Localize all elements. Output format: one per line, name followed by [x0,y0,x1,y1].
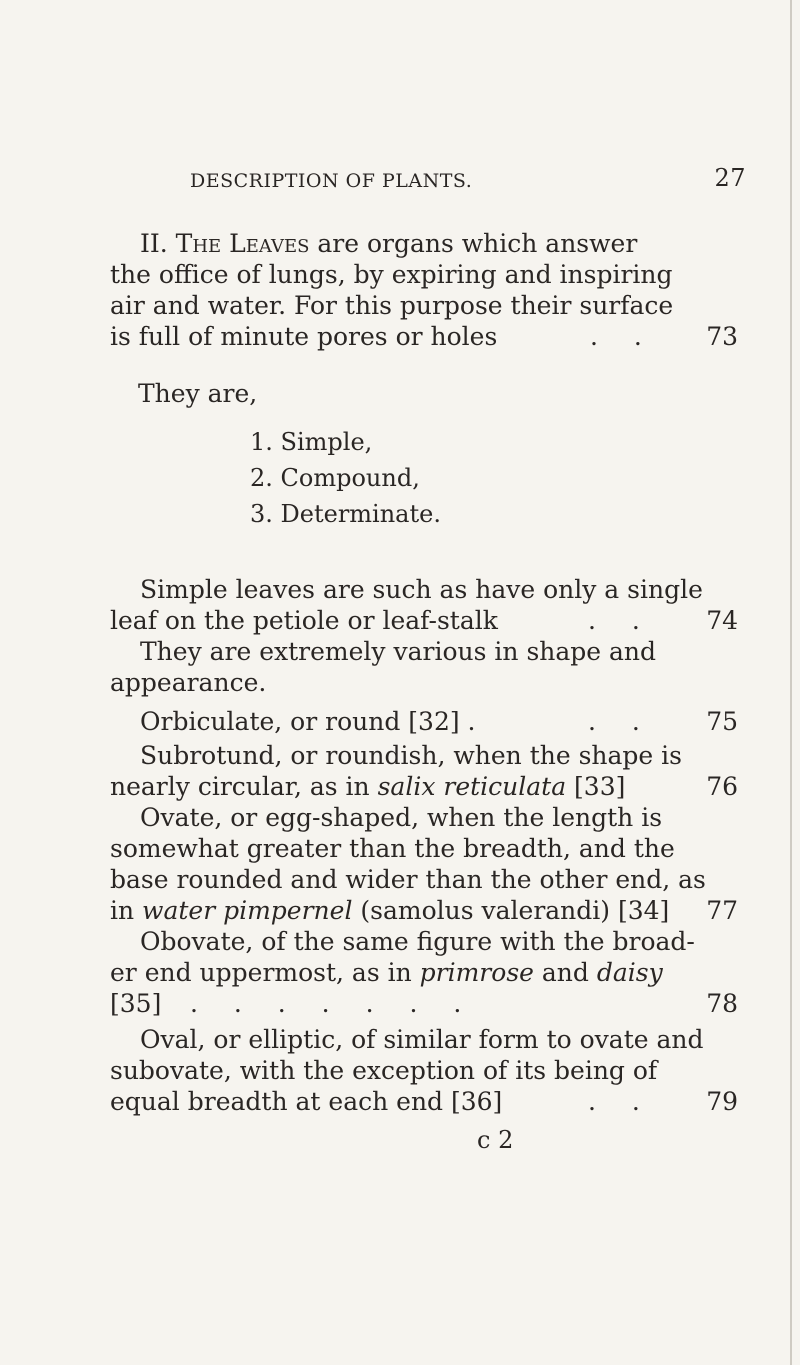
intro-line3: air and water. For this purpose their surface [110,291,674,320]
oval-line3: equal breadth at each end [36] [110,1087,503,1116]
list-item: 1. Simple, [250,428,373,456]
simple-line4: appearance. [110,668,267,697]
simple-line3: They are extremely various in shape and [140,637,657,666]
orbiculate-text: Orbiculate, or round [32] . [140,707,476,736]
obovate-line2-text: er end uppermost, as in [110,958,420,987]
leader-dots: . . [588,1087,654,1116]
species-name: water pimpernel [142,896,353,925]
section-heading: II. The Leaves [140,229,310,258]
leaves-intro-paragraph [110,228,738,352]
list-item: 3. Determinate. [250,500,441,528]
simple-line1: Simple leaves are such as have only a single [140,575,703,604]
ovate-entry [110,802,738,926]
paragraph-number: 78 [706,989,738,1018]
oval-line1: Oval, or elliptic, of similar form to ovate and [140,1025,704,1054]
leader-dots: . . [588,606,654,635]
conjunction: and [533,958,597,987]
running-title: DESCRIPTION OF PLANTS. [190,170,473,192]
subrotund-line2-text: nearly circular, as in [110,772,378,801]
leader-dots: . . [588,707,654,736]
oval-line2: subovate, with the exception of its being of [110,1056,658,1085]
figure-ref: [33] [566,772,626,801]
obovate-entry [110,926,738,1019]
species-name: salix reticulata [377,772,567,801]
ovate-line2: somewhat greater than the breadth, and the [110,834,675,863]
paragraph-number: 73 [706,322,738,351]
page-number: 27 [714,164,746,192]
obovate-line1: Obovate, of the same figure with the broad- [140,927,695,956]
signature-mark: c 2 [477,1126,514,1154]
ovate-line3: base rounded and wider than the other end, as [110,865,706,894]
paragraph-number: 74 [706,606,738,635]
orbiculate-entry [110,706,738,737]
they-are-line [138,378,766,409]
paragraph-number: 76 [706,772,738,801]
ovate-line1: Ovate, or egg-shaped, when the length is [140,803,663,832]
ovate-line4-text: in [110,896,143,925]
leader-dots: . . [590,322,656,351]
subrotund-entry [110,740,738,802]
figure-ref: [35] [110,989,162,1018]
they-are-text: They are, [138,379,258,408]
leaf-types-list [250,424,441,532]
subrotund-line1: Subrotund, or roundish, when the shape is [140,741,682,770]
species-name: daisy [596,958,663,987]
species-name: primrose [419,958,534,987]
leader-dots: . . . . . . . [190,989,476,1018]
intro-line2: the office of lungs, by expiring and inspiring [110,260,673,289]
intro-line1: are organs which answer [309,229,638,258]
paragraph-number: 79 [706,1087,738,1116]
list-item: 2. Compound, [250,464,420,492]
simple-line2: leaf on the petiole or leaf-stalk [110,606,498,635]
paragraph-number: 77 [706,896,738,925]
ovate-line4-ref: (samolus valerandi) [34] [352,896,670,925]
paragraph-number: 75 [706,707,738,736]
oval-entry [110,1024,738,1117]
intro-line4: is full of minute pores or holes [110,322,498,351]
simple-leaves-paragraph [110,574,738,698]
page-edge [790,0,792,1365]
